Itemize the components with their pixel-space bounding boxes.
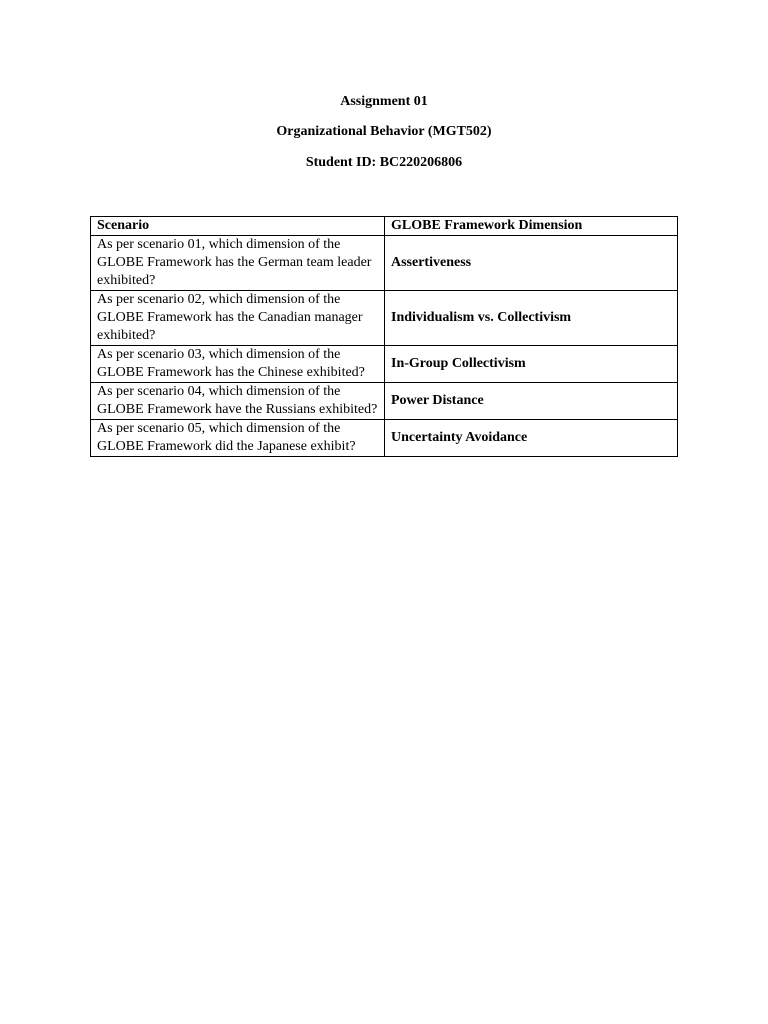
table-row xyxy=(91,420,678,457)
scenario-cell: As per scenario 03, which dimension of the GLOBE Framework has the Chinese exhibited? xyxy=(91,346,385,383)
column-header-scenario: Scenario xyxy=(91,217,385,236)
dimension-cell: Assertiveness xyxy=(385,236,678,291)
table-header-row xyxy=(91,217,678,236)
table-row xyxy=(91,236,678,291)
scenario-cell: As per scenario 02, which dimension of the GLOBE Framework has the Canadian manager exhibited? xyxy=(91,291,385,346)
assignment-title: Assignment 01 xyxy=(340,94,428,109)
scenario-cell: As per scenario 05, which dimension of the GLOBE Framework did the Japanese exhibit? xyxy=(91,420,385,457)
table-row xyxy=(91,291,678,346)
globe-framework-table xyxy=(90,216,678,457)
dimension-cell: Individualism vs. Collectivism xyxy=(385,291,678,346)
scenario-cell: As per scenario 04, which dimension of the GLOBE Framework have the Russians exhibited? xyxy=(91,383,385,420)
course-title: Organizational Behavior (MGT502) xyxy=(276,124,492,139)
dimension-cell: Uncertainty Avoidance xyxy=(385,420,678,457)
column-header-dimension: GLOBE Framework Dimension xyxy=(385,217,678,236)
student-id: Student ID: BC220206806 xyxy=(305,155,463,170)
dimension-cell: In-Group Collectivism xyxy=(385,346,678,383)
dimension-cell: Power Distance xyxy=(385,383,678,420)
scenario-cell: As per scenario 01, which dimension of the GLOBE Framework has the German team leader exhibited? xyxy=(91,236,385,291)
table-row xyxy=(91,346,678,383)
table-row xyxy=(91,383,678,420)
